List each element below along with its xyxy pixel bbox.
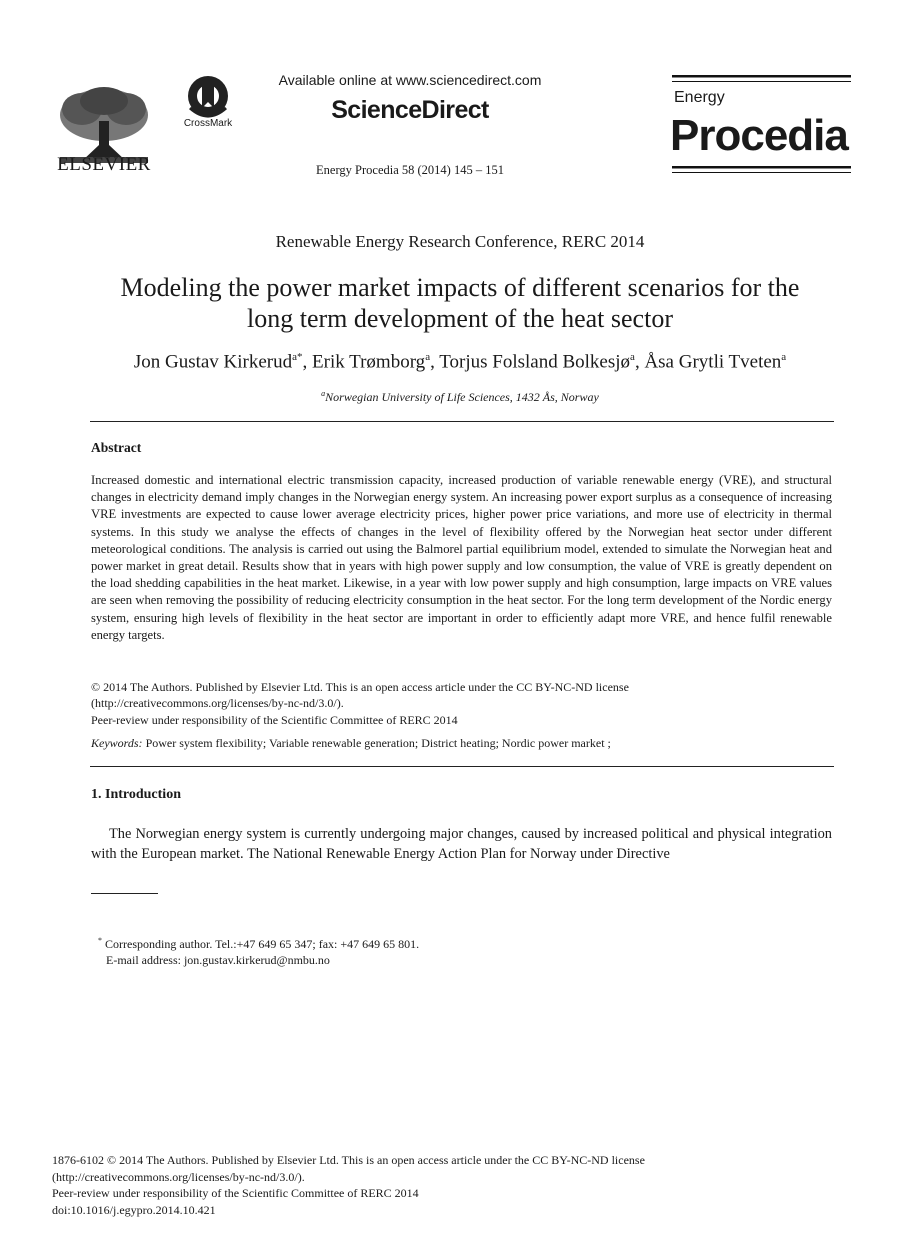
peer-review-line: Peer-review under responsibility of the Scientific Committee of RERC 2014: [52, 1186, 419, 1201]
footnote-contact: Corresponding author. Tel.:+47 649 65 347; fax: +47 649 65 801.: [102, 937, 420, 951]
author-affiliation-mark: a: [630, 351, 635, 363]
crossmark-label: CrossMark: [183, 118, 233, 129]
author-name: Erik Trømborg: [312, 351, 426, 373]
paper-title: [60, 272, 860, 334]
license-link[interactable]: (http://creativecommons.org/licenses/by-nc-nd/3.0/).: [52, 1169, 305, 1184]
copyright-line: © 2014 The Authors. Published by Elsevier Ltd. This is an open access article under the CC BY-NC-ND license: [91, 680, 629, 694]
author-affiliation-mark: a*: [292, 351, 303, 363]
conference-name: Renewable Energy Research Conference, RERC 2014: [275, 232, 645, 251]
abstract-text: Increased domestic and international electric transmission capacity, increased production of variable renewable energy (VRE), and structural changes in electricity demand imply changes in the Norwegian energy system. An increasing power export surplus as a consequence of increasing VRE investments are expected to cause lower average electricity prices, higher power price variations, and more use of electricity in thermal systems. In this study we analyse the effects of changes in the level of flexibility offered by the Norwegian heat sector under different meteorological conditions. The analysis is carried out using the Balmorel partial equilibrium model, extended to simulate the Norwegian heat and power market in great detail. Results show that in years with high power supply and low consumption, the value of VRE is greatly dependent on the load shedding capabilities in the heat market. Likewise, in a year with low power supply and high consumption, large impacts on VRE values are seen when removing the possibility of reducing electricity consumption in the heat sector. For the long term development of the Nordic energy system, ensuring high levels of flexibility in the heat sector are important in order to efficiently adapt more VRE, and hence fulfil renewable energy targets.: [91, 473, 832, 642]
journal-logo-procedia: Procedia: [670, 111, 848, 160]
sciencedirect-wordmark: ScienceDirect: [331, 96, 489, 124]
peer-review-line: Peer-review under responsibility of the Scientific Committee of RERC 2014: [91, 712, 458, 727]
author-separator: ,: [634, 351, 645, 373]
divider: [90, 421, 834, 422]
paper-title-line: long term development of the heat sector: [247, 304, 673, 333]
doi[interactable]: doi:10.1016/j.egypro.2014.10.421: [52, 1202, 216, 1217]
introduction-text: The Norwegian energy system is currently undergoing major changes, caused by increased political and physical integration with the European market. The National Renewable Energy Action Plan for Norway under Directive: [91, 826, 832, 862]
copyright-notice: [91, 679, 832, 728]
author-affiliation-mark: a: [781, 351, 787, 363]
paper-title-line: Modeling the power market impacts of different scenarios for the: [120, 273, 800, 302]
issn-copyright-block: [52, 1152, 852, 1218]
author-separator: ,: [302, 351, 313, 373]
issn-copyright-line: 1876-6102 © 2014 The Authors. Published by Elsevier Ltd. This is an open access article under the CC BY-NC-ND license: [52, 1153, 645, 1167]
affiliation: [60, 389, 860, 405]
keywords-text: Power system flexibility; Variable renewable generation; District heating; Nordic power market ;: [142, 736, 611, 750]
footnote-email[interactable]: E-mail address: jon.gustav.kirkerud@nmbu.no: [106, 953, 330, 967]
abstract-heading: Abstract: [91, 440, 142, 455]
author-separator: ,: [430, 351, 440, 373]
keywords-label: Keywords:: [91, 736, 143, 750]
section-heading-introduction: 1. Introduction: [91, 787, 181, 802]
author-affiliation-mark: a: [425, 351, 431, 363]
journal-reference: Energy Procedia 58 (2014) 145 – 151: [316, 163, 504, 177]
journal-logo-energy: Energy: [674, 89, 725, 106]
affiliation-text: Norwegian University of Life Sciences, 1432 Ås, Norway: [325, 390, 599, 404]
keywords: [91, 736, 832, 751]
footnote-mark: *: [98, 936, 102, 945]
author-name: Jon Gustav Kirkerud: [133, 351, 293, 373]
author-list: [40, 351, 880, 373]
author-name: Torjus Folsland Bolkesjø: [439, 351, 631, 373]
license-link[interactable]: (http://creativecommons.org/licenses/by-nc-nd/3.0/).: [91, 696, 344, 711]
footnote: [98, 933, 419, 968]
footnote-divider: [91, 893, 158, 894]
publisher-name: ELSEVIER: [57, 154, 151, 175]
affiliation-mark: a: [321, 389, 326, 398]
author-name: Åsa Grytli Tveten: [644, 351, 782, 373]
divider: [90, 766, 834, 767]
available-online-text: Available online at www.sciencedirect.com: [278, 72, 542, 88]
